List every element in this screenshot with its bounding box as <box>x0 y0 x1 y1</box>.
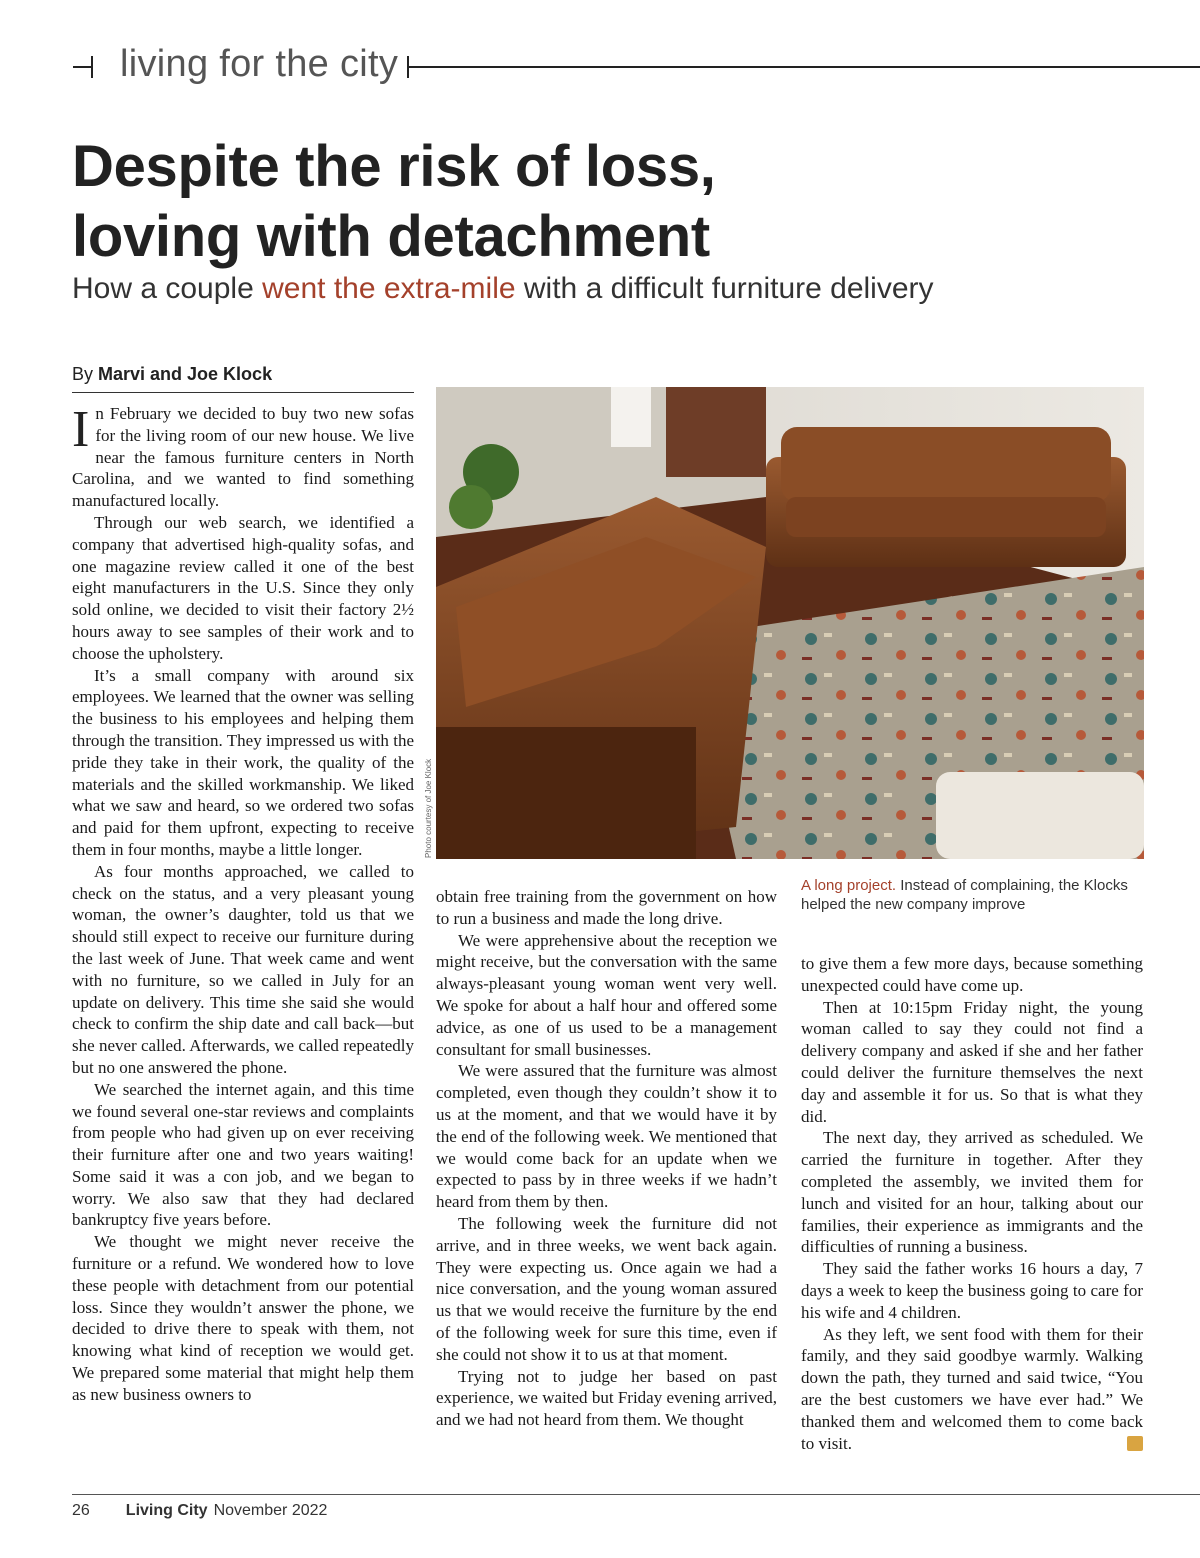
paragraph: Then at 10:15pm Friday night, the young woman called to say they could not find a delivery company and asked if she and her father could deliver the furniture themselves the next day and assemble it for us. So that is what they did. <box>801 997 1143 1126</box>
headline-line-1: Despite the risk of loss, <box>72 134 716 199</box>
article-column-3 <box>801 953 1162 1454</box>
photo-credit: Photo courtesy of Joe Klock <box>424 758 433 858</box>
paragraph: We were assured that the furniture was almost completed, even though they couldn’t show it to us at the moment, and that we would have it by the end of the following week. We mentioned that we would come back for an update when we expected to pass by in three weeks if we hadn’t heard from them by then. <box>436 1061 777 1212</box>
headline <box>72 132 1172 272</box>
paragraph: We thought we might never receive the furniture or a refund. We wondered how to love these people with detachment from our potential loss. Since they wouldn’t answer the phone, we decided to drive there to speak with them, not knowing what kind of reception we would get. We prepared some material that might help them as new business owners to <box>72 1232 414 1404</box>
section-label: living for the city <box>120 43 399 85</box>
drop-cap: I <box>72 401 90 458</box>
paragraph: to give them a few more days, because something unexpected could have come up. <box>801 954 1143 995</box>
photo-caption <box>801 876 1143 914</box>
article-column-2 <box>436 886 777 1431</box>
issue-date: November 2022 <box>213 1502 328 1519</box>
article-column-1 <box>72 403 414 1406</box>
section-rule <box>407 56 1200 78</box>
byline-authors: Marvi and Joe Klock <box>98 364 273 384</box>
paragraph: As they left, we sent food with them for their family, and they said goodbye warmly. Walking down the path, they turned and said twice, “You are the best customers we have ever had.” We thanked them and welcomed them to come back to visit. LC <box>801 1324 1162 1453</box>
footer-rule <box>72 1494 1200 1495</box>
caption-text: Instead of complaining, the Klocks helped the new company improve <box>801 877 1128 913</box>
paragraph: We were apprehensive about the reception we might receive, but the conversation with the same always-pleasant young woman went very well. We spoke for about a half hour and offered some advice, as one of us used to be a management consultant for small businesses. <box>436 930 777 1059</box>
footer <box>72 1502 327 1520</box>
paragraph: The following week the furniture did not arrive, and in three weeks, we went back again. They were expecting us. Once again we had a nice conversation, and the young woman assured us that we would receive the furniture by the end of the following week for sure this time, even if she could not show it to us at that moment. <box>436 1213 777 1364</box>
magazine-name: Living City <box>125 1502 208 1519</box>
deck-before: How a couple <box>72 272 263 305</box>
paragraph: It’s a small company with around six employees. We learned that the owner was selling the business to his employees and helping them through the transition. They impressed us with the pride they take in their work, the quality of the materials and the skilled workmanship. We liked what we saw and heard, so we ordered two sofas and paid for them upfront, expecting to receive them in four months, maybe a little longer. <box>72 665 414 859</box>
paragraph: The next day, they arrived as scheduled. We carried the furniture in together. After they completed the assembly, we invited them for lunch and visited for an hour, talking about our families, their experience as immigrants and the difficulties of running a business. <box>801 1128 1143 1257</box>
paragraph: obtain free training from the government on how to run a business and made the long drive. <box>436 887 777 928</box>
paragraph: In February we decided to buy two new sofas for the living room of our new house. We live near the famous furniture centers in North Carolina, and we wanted to find something manufactured locally. <box>72 401 414 511</box>
page-number: 26 <box>72 1502 90 1519</box>
deck-after: with a difficult furniture delivery <box>515 272 934 305</box>
end-mark-icon: LC <box>1127 1436 1143 1451</box>
deck-highlight: went the extra-mile <box>262 272 516 305</box>
section-tick <box>73 56 93 78</box>
paragraph: Trying not to judge her based on past experience, we waited but Friday evening arrived, and we had not heard from them. We thought <box>436 1366 777 1430</box>
paragraph: Through our web search, we identified a company that advertised high-quality sofas, and one magazine review called it one of the best eight manufacturers in the U.S. Since they only sold online, we decided to visit their factory 2½ hours away to see samples of their work and to choose the upholstery. <box>72 512 414 663</box>
paragraph: We searched the internet again, and this time we found several one-star reviews and complaints from people who had given up on ever receiving their furniture after one and two years waiting! Some said it was a con job, and we began to worry. We also saw that they had declared bankruptcy five years before. <box>72 1079 414 1230</box>
headline-line-2: loving with detachment <box>72 204 710 269</box>
deck <box>72 272 1192 306</box>
byline <box>72 364 414 393</box>
living-room-photo <box>436 387 1144 859</box>
caption-lead: A long project. <box>801 877 897 894</box>
paragraph: As four months approached, we called to check on the status, and a very pleasant young woman, the owner’s daughter, told us that we should still expect to receive our furniture during the last week of June. That week came and went with no furniture, so we called in July for an update on delivery. This time she said she would check to confirm the ship date and call back—but she never called. Afterwards, we called repeatedly but no one answered the phone. <box>72 861 414 1077</box>
paragraph: They said the father works 16 hours a day, 7 days a week to keep the business going to care for his wife and 4 children. <box>801 1259 1143 1322</box>
byline-prefix: By <box>72 364 99 384</box>
